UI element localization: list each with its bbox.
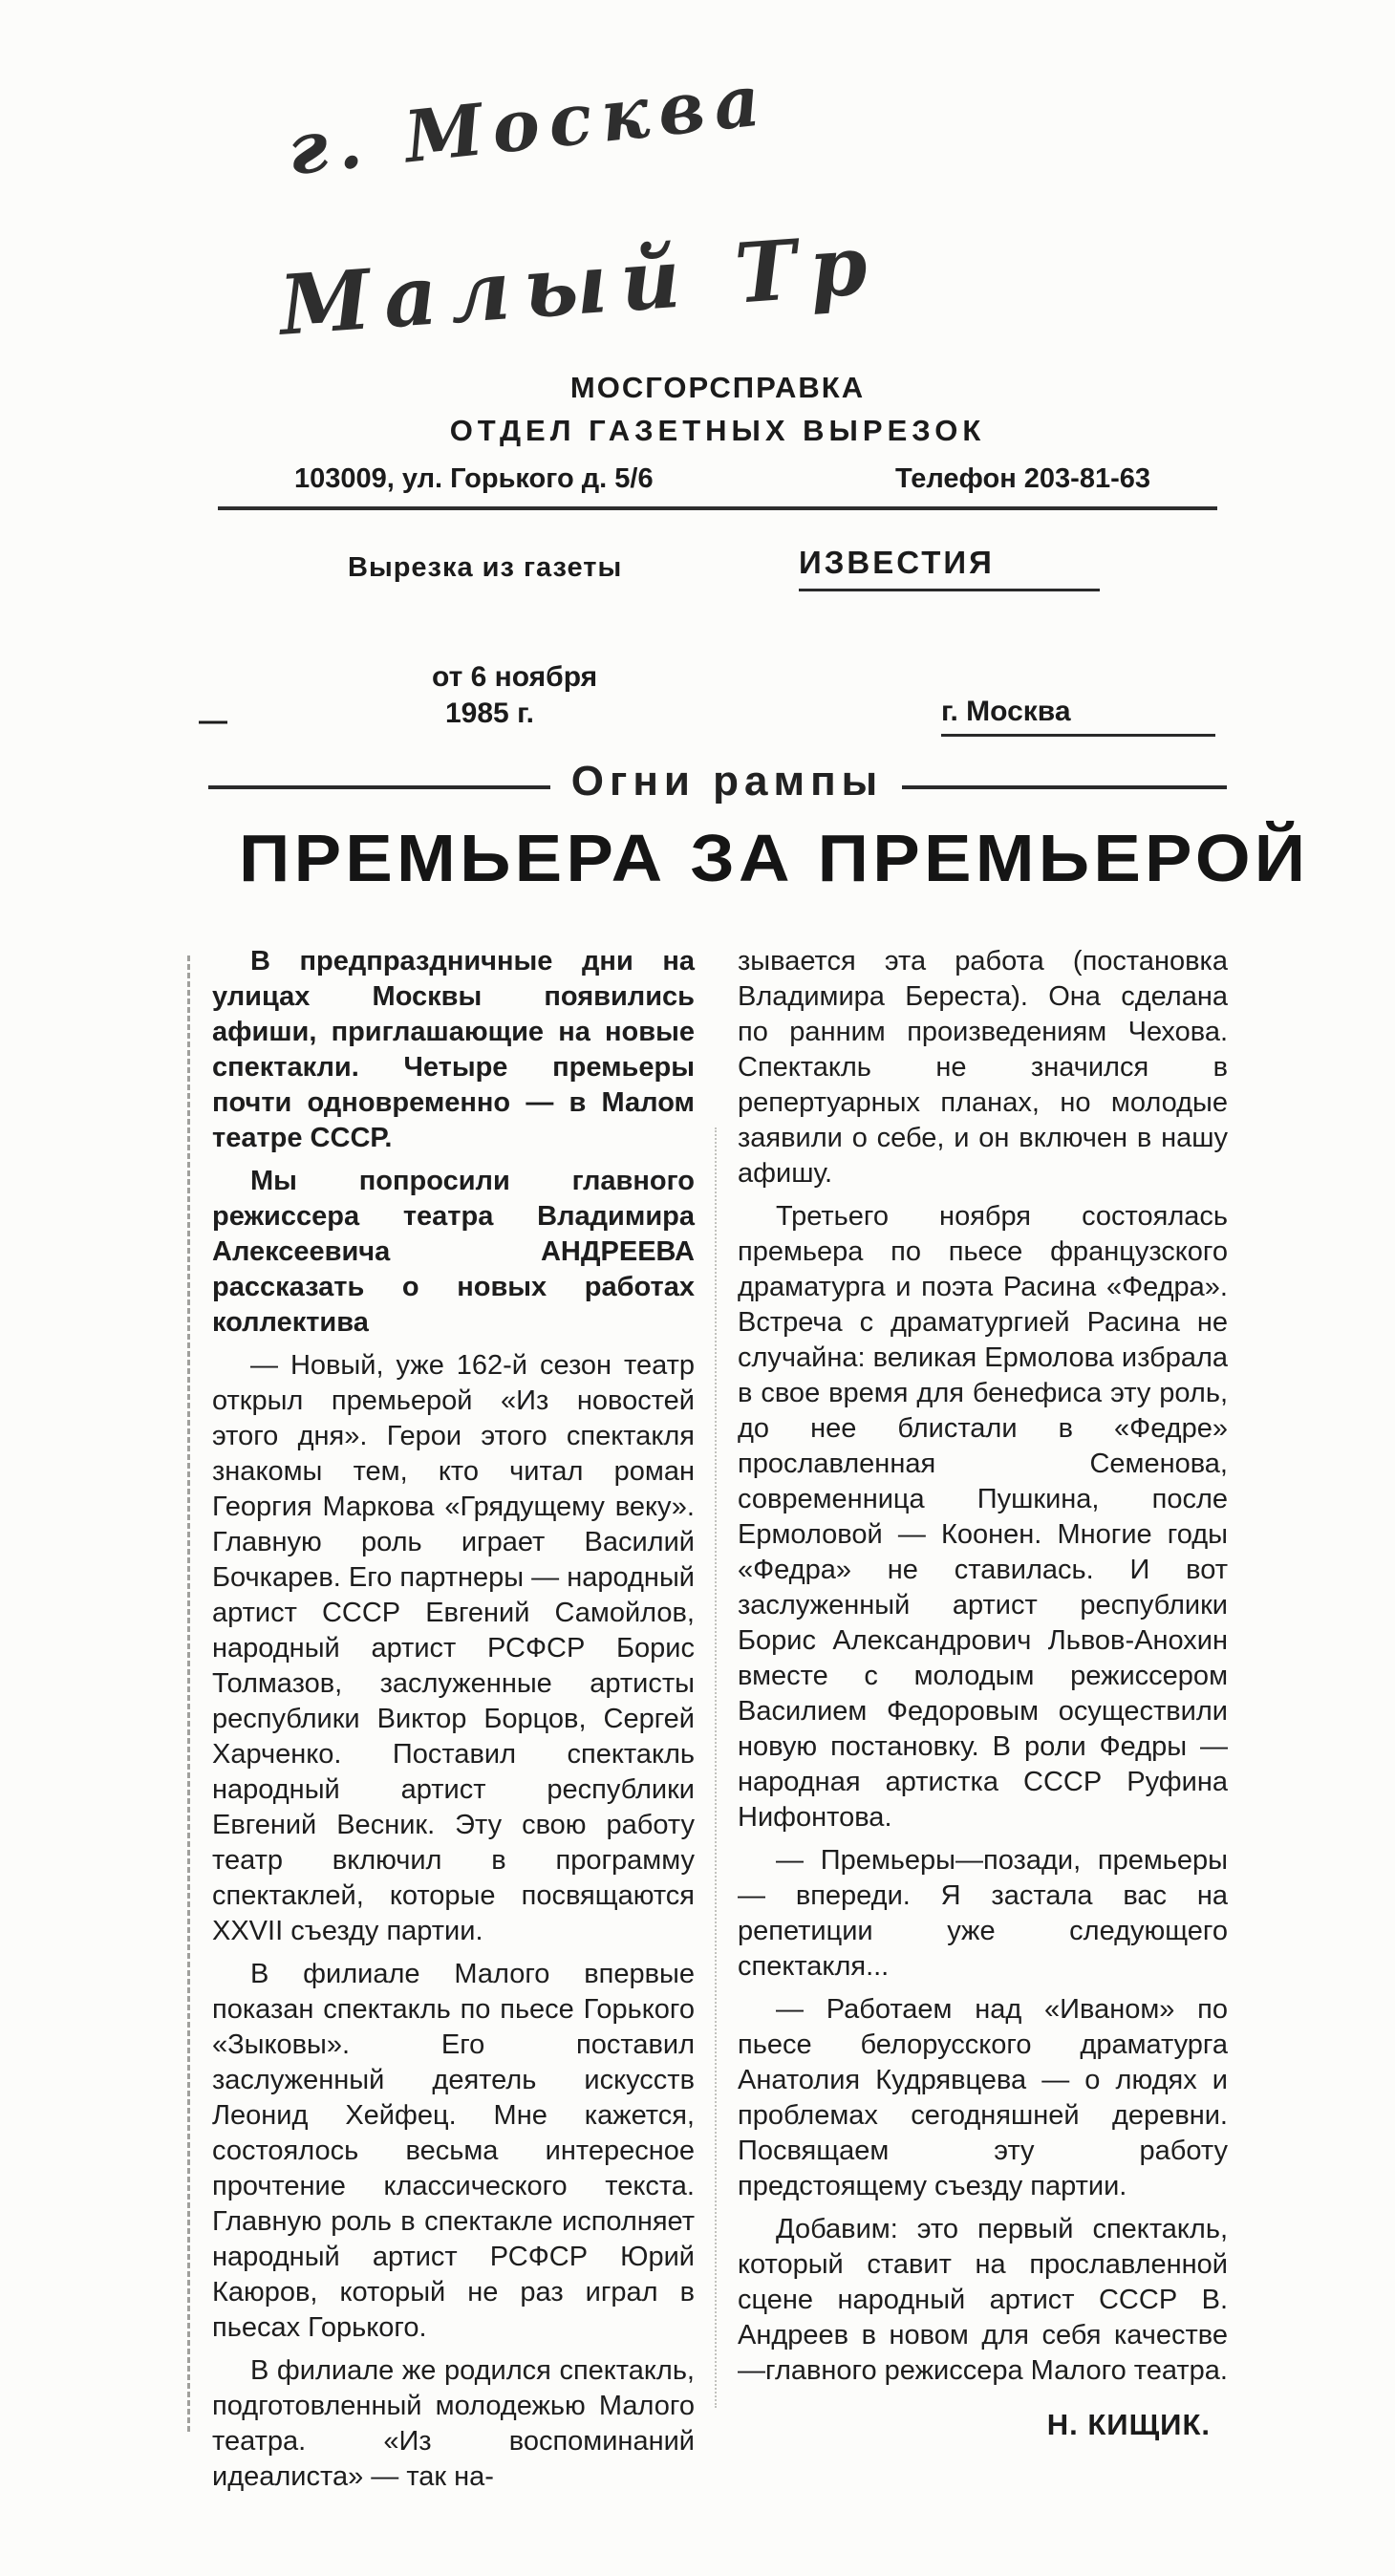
clipping-city: г. Москва [941, 696, 1215, 737]
article-paragraph: — Премьеры—позади, премьеры — впереди. Я застала вас на репетиции уже следующего спектакля... [738, 1845, 1228, 1982]
agency-contact-row [218, 463, 1217, 495]
article-signature: Н. КИЩИК. [1046, 2408, 1211, 2441]
agency-address: 103009, ул. Горького д. 5/6 [294, 463, 654, 494]
agency-header [218, 371, 1217, 510]
margin-dash: — [199, 705, 227, 737]
column-gutter-edge [715, 1127, 717, 2408]
newspaper-name: ИЗВЕСТИЯ [799, 545, 1100, 591]
clipping-date-line1: от 6 ноября [432, 661, 598, 693]
clipping-source-label: Вырезка из газеты [348, 552, 623, 583]
handwritten-theatre-note: Малый Тр [276, 216, 884, 354]
article-headline: ПРЕМЬЕРА ЗА ПРЕМЬЕРОЙ [239, 821, 1310, 895]
article-paragraph: — Работаем над «Иваном» по пьесе белорусского драматурга Анатолия Кудрявцева — о людях и проблемах сегодняшней деревни. Посвящаем эту работу предстоящему съезду партии. [738, 1994, 1228, 2201]
article-paragraph: В филиале Малого впервые показан спектакль по пьесе Горького «Зыковы». Его поставил заслуженный деятель искусств Леонид Хейфец. Мне кажется, состоялось весьма интересное прочтение классического текста. Главную роль в спектакле исполняет народный артист РСФСР Юрий Каюров, который не раз играл в пьесах Горького. [212, 1959, 695, 2343]
rubric-rule-right [902, 785, 1227, 789]
handwritten-city-note: г. Москва [283, 58, 774, 192]
torn-edge-left [187, 955, 190, 2432]
article-left-column [212, 944, 695, 2502]
article-paragraph: В филиале же родился спектакль, подготовленный молодежью Малого театра. «Из воспоминаний идеалиста» — так на- [212, 2355, 695, 2492]
clipping-date [432, 659, 597, 732]
agency-phone: Телефон 203-81-63 [894, 463, 1150, 494]
article-paragraph: — Новый, уже 162-й сезон театр открыл премьерой «Из новостей этого дня». Герои этого спектакля знакомы тем, кто читал роман Георгия Маркова «Грядущему веку». Главную роль играет Василий Бочкарев. Его партнеры — народный артист СССР Евгений Самойлов, народный артист РСФСР Борис Толмазов, заслуженные артисты республики Виктор Борцов, Сергей Харченко. Поставил спектакль народный артист республики Евгений Весник. Эту свою работу театр включил в программу спектаклей, которые посвящаются XXVII съезду партии. [212, 1350, 695, 1946]
rubric-title: Огни рампы [570, 758, 884, 805]
article-right-column [738, 944, 1228, 2442]
agency-name: МОСГОРСПРАВКА [569, 371, 866, 404]
agency-department: ОТДЕЛ ГАЗЕТНЫХ ВЫРЕЗОК [449, 414, 986, 447]
article-paragraph: Добавим: это первый спектакль, который ставит на прославленной сцене народный артист СССР В. Андреев в новом для себя качестве—главного режиссера Малого театра. [738, 2214, 1228, 2386]
article-paragraph: В предпраздничные дни на улицах Москвы появились афиши, приглашающие на новые спектакли. Четыре премьеры почти одновременно — в Малом театре СССР. [212, 946, 695, 1153]
article-paragraph: Мы попросили главного режиссера театра Владимира Алексеевича АНДРЕЕВА рассказать о новых работах коллектива [212, 1166, 695, 1338]
article-paragraph: Третьего ноября состоялась премьера по пьесе французского драматурга и поэта Расина «Федра». Встреча с драматургией Расина не случайна: великая Ермолова избрала в свое время для бенефиса эту роль, до нее блистали в «Федре» прославленная Семенова, современница Пушкина, после Ермоловой — Коонен. Многие годы «Федра» не ставилась. И вот заслуженный артист республики Борис Александрович Львов-Анохин вместе с молодым режиссером Василием Федоровым осуществили новую постановку. В роли Федры — народная артистка СССР Руфина Нифонтова. [738, 1201, 1228, 1833]
clipping-date-line2: 1985 г. [445, 698, 534, 729]
rubric-rule-left [208, 785, 550, 789]
article-paragraph: зывается эта работа (постановка Владимира Береста). Она сделана по ранним произведениям Чехова. Спектакль не значился в репертуарных планах, но молодые заявили о себе, и он включен в нашу афишу. [738, 946, 1228, 1189]
header-rule [218, 506, 1217, 510]
